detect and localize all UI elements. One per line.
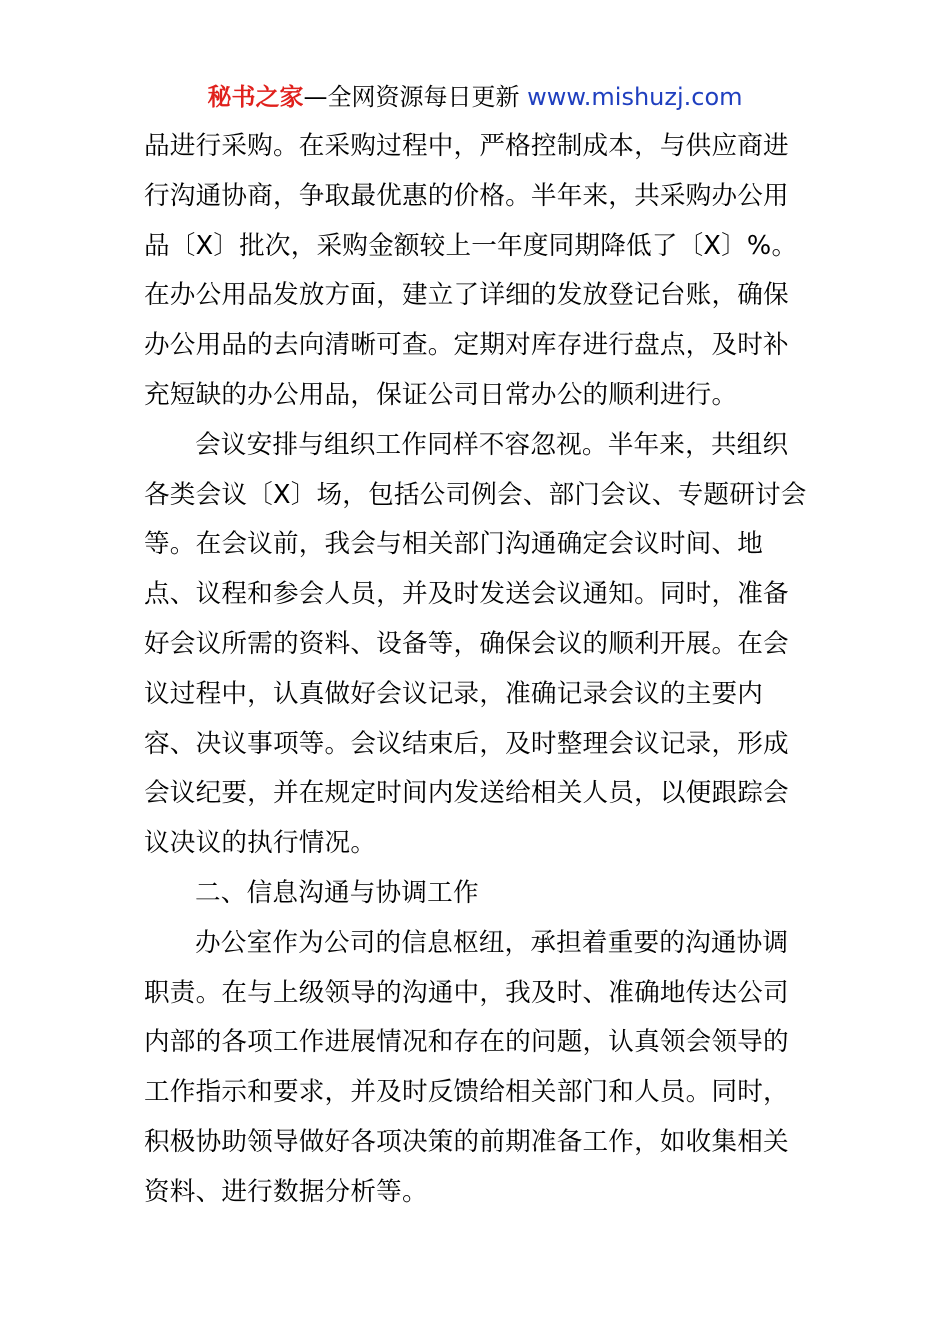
text-line: 办公用品的去向清晰可查。定期对库存进行盘点，及时补 [144, 330, 789, 361]
page-header [0, 82, 950, 112]
paragraph-start-line: 办公室作为公司的信息枢纽，承担着重要的沟通协调 [195, 927, 789, 958]
text-line: 在办公用品发放方面，建立了详细的发放登记台账，确保 [144, 280, 789, 311]
text-line: 议决议的执行情况。 [144, 828, 377, 859]
text-line: 好会议所需的资料、设备等，确保会议的顺利开展。在会 [144, 628, 789, 659]
text-line: 容、决议事项等。会议结束后，及时整理会议记录，形成 [144, 728, 789, 759]
text-line: 充短缺的办公用品，保证公司日常办公的顺利进行。 [144, 379, 738, 410]
header-tagline: —全网资源每日更新 [303, 83, 520, 111]
text-line: 内部的各项工作进展情况和存在的问题，认真领会领导的 [144, 1027, 789, 1058]
text-line: 资料、进行数据分析等。 [144, 1176, 428, 1207]
site-url-link[interactable]: www.mishuzj.com [527, 83, 743, 111]
paragraph-start-line: 会议安排与组织工作同样不容忽视。半年来，共组织 [195, 429, 789, 460]
text-line: 点、议程和参会人员，并及时发送会议通知。同时，准备 [144, 579, 789, 610]
text-line: 品〔X〕批次，采购金额较上一年度同期降低了〔X〕%。 [144, 230, 798, 261]
text-line: 积极协助领导做好各项决策的前期准备工作，如收集相关 [144, 1126, 789, 1157]
text-line: 会议纪要，并在规定时间内发送给相关人员，以便跟踪会 [144, 778, 789, 809]
brand-name: 秘书之家 [207, 83, 304, 111]
text-line: 品进行采购。在采购过程中，严格控制成本，与供应商进 [144, 131, 789, 161]
text-line: 议过程中，认真做好会议记录，准确记录会议的主要内 [144, 678, 764, 709]
text-line: 工作指示和要求，并及时反馈给相关部门和人员。同时， [144, 1077, 789, 1108]
section-heading: 二、信息沟通与协调工作 [195, 877, 479, 908]
text-line: 各类会议〔X〕场，包括公司例会、部门会议、专题研讨会 [144, 479, 807, 510]
text-line: 行沟通协商，争取最优惠的价格。半年来，共采购办公用 [144, 180, 789, 211]
document-body [144, 122, 808, 1218]
text-line: 等。在会议前，我会与相关部门沟通确定会议时间、地 [144, 529, 764, 560]
text-line: 职责。在与上级领导的沟通中，我及时、准确地传达公司 [144, 977, 789, 1008]
